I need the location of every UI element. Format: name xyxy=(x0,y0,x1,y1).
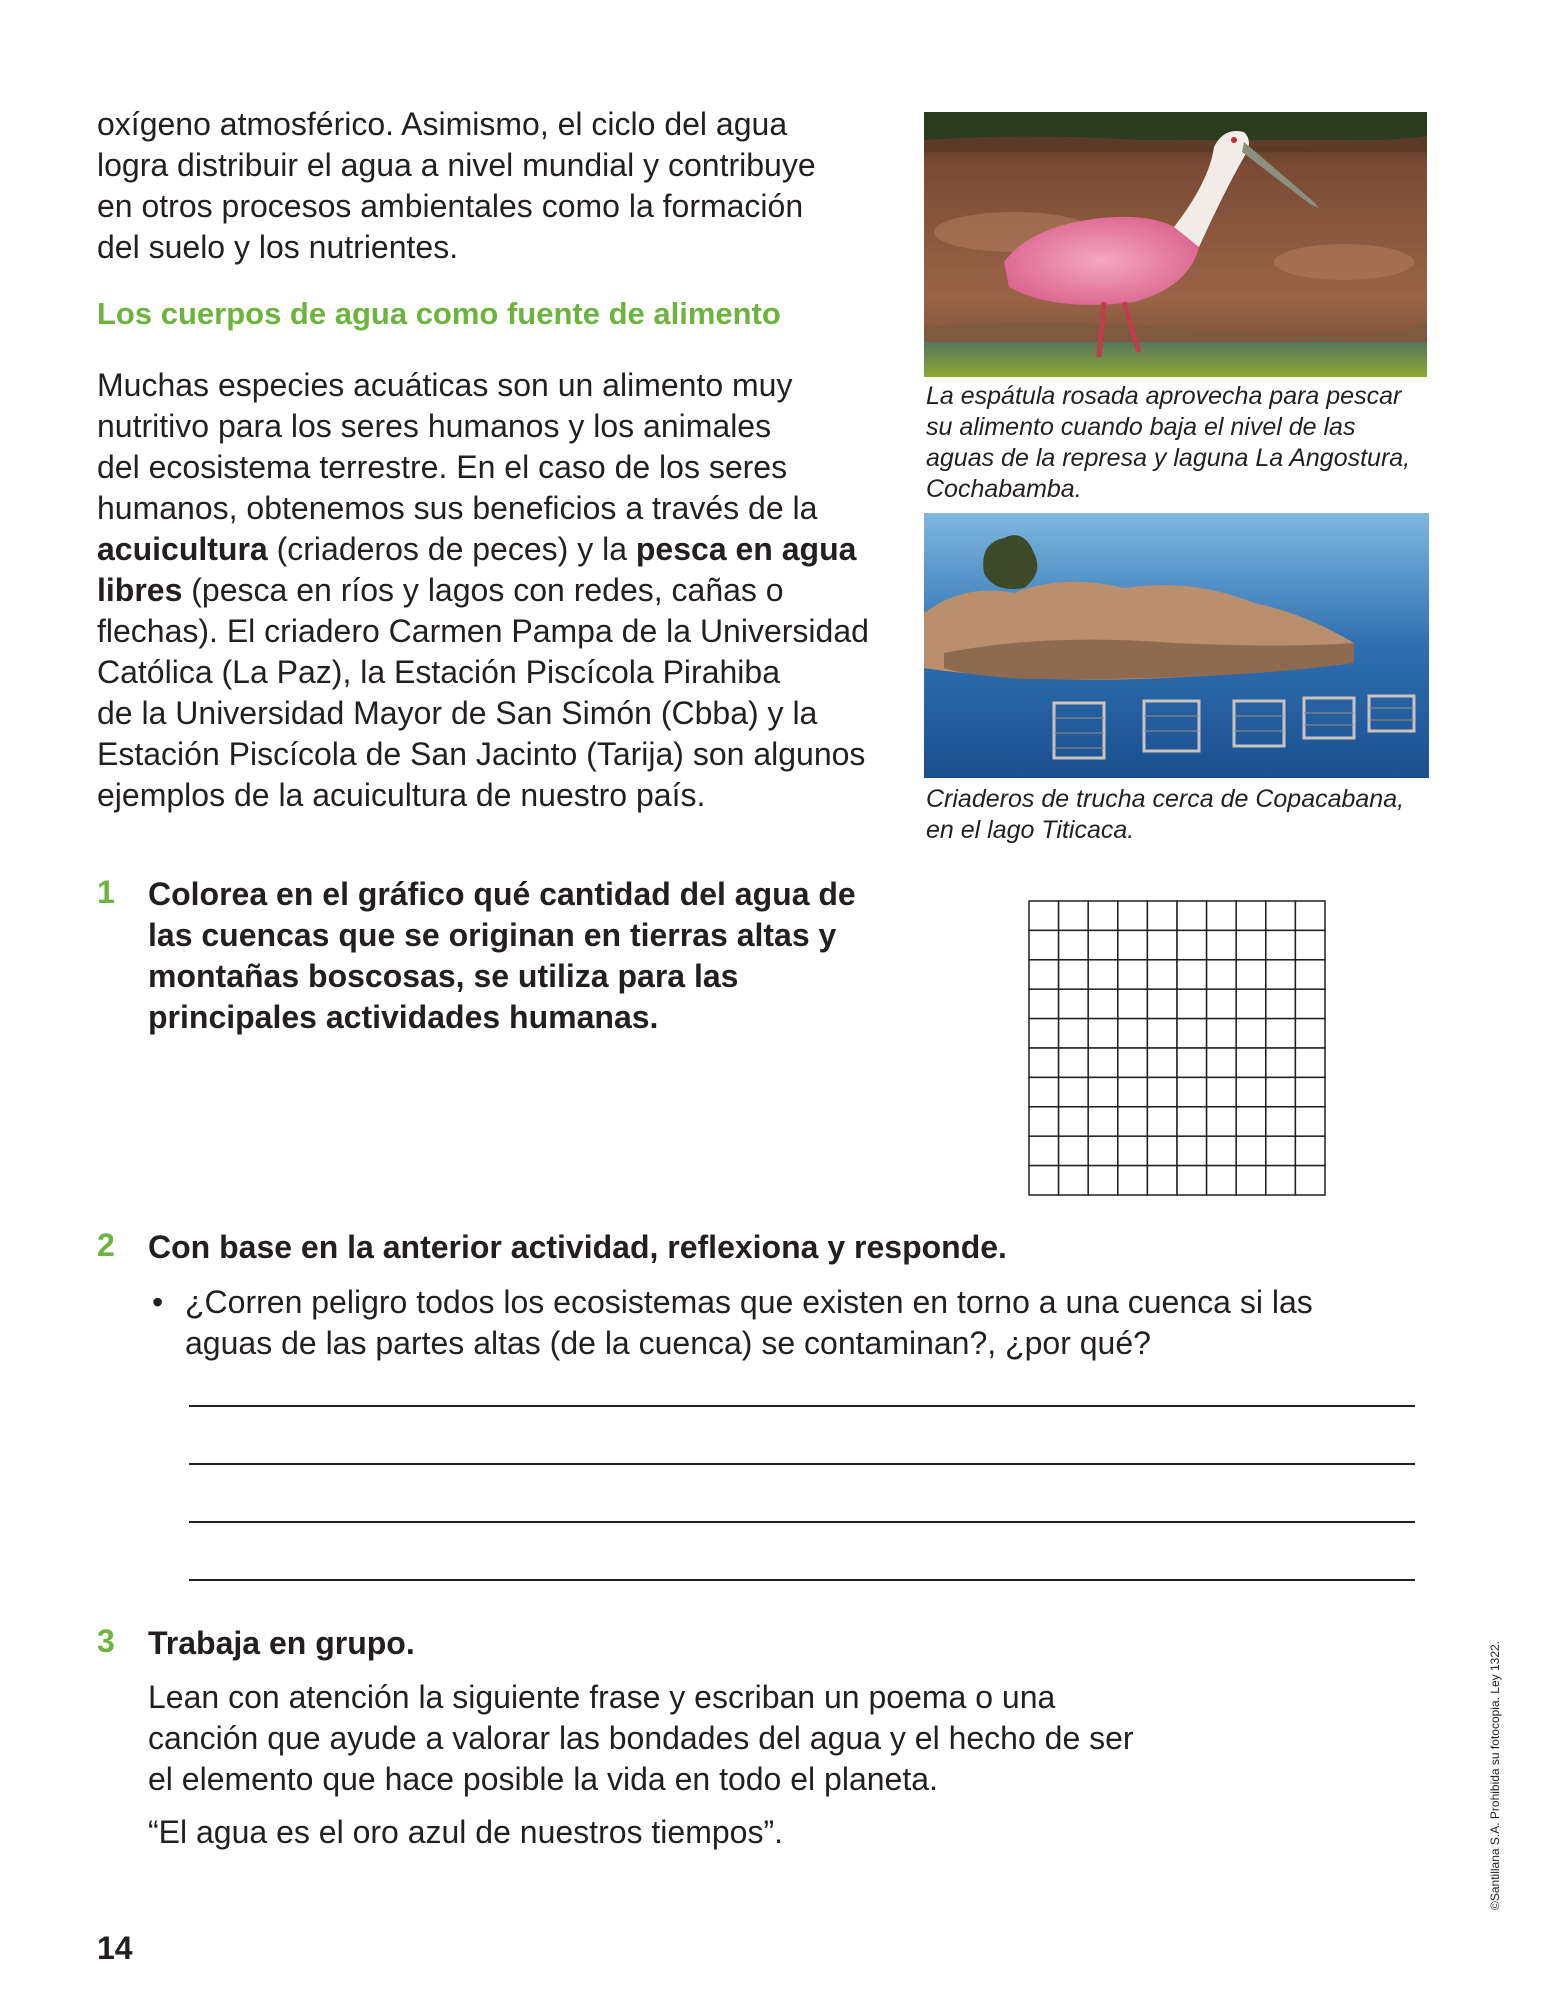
spoonbill-photo xyxy=(924,112,1427,377)
paragraph-part: (pesca en ríos y lagos con redes, cañas o flechas). El criadero Carmen Pampa de la Universidad Católica (La Paz), la Estación Piscícola Pirahiba de la Universidad Mayor de San Simón (Cbba) y la Estación Piscícola de San Jacinto (Tarija) son algunos ejemplos de la acuicultura de nuestro país. xyxy=(97,572,869,813)
trout-farm-caption: Criaderos de trucha cerca de Copacabana, en el lago Titicaca. xyxy=(926,785,1405,844)
page-number: 14 xyxy=(97,1930,133,1966)
grid-cell[interactable] xyxy=(1059,989,1089,1018)
grid-cell[interactable] xyxy=(1088,1077,1118,1106)
grid-cell[interactable] xyxy=(1236,1019,1266,1048)
grid-cell[interactable] xyxy=(1266,930,1296,959)
grid-cell[interactable] xyxy=(1029,1107,1059,1136)
grid-cell[interactable] xyxy=(1266,1048,1296,1077)
grid-cell[interactable] xyxy=(1295,989,1325,1018)
activity-3-instructions: Lean con atención la siguiente frase y escriban un poema o una canción que ayude a valorar las bondades del agua y el hecho de ser el elemento que hace posible la vida en todo el planeta. xyxy=(148,1679,1134,1797)
grid-cell[interactable] xyxy=(1207,960,1237,989)
grid-cell[interactable] xyxy=(1118,930,1148,959)
grid-cell[interactable] xyxy=(1118,1048,1148,1077)
paragraph-part: (criaderos de peces) y la xyxy=(267,531,636,567)
grid-cell[interactable] xyxy=(1207,1077,1237,1106)
grid-cell[interactable] xyxy=(1266,960,1296,989)
grid-cell[interactable] xyxy=(1029,930,1059,959)
grid-cell[interactable] xyxy=(1266,1107,1296,1136)
grid-cell[interactable] xyxy=(1236,901,1266,930)
grid-cell[interactable] xyxy=(1118,989,1148,1018)
grid-cell[interactable] xyxy=(1266,1077,1296,1106)
grid-cell[interactable] xyxy=(1059,1019,1089,1048)
grid-cell[interactable] xyxy=(1266,901,1296,930)
grid-cell[interactable] xyxy=(1295,1166,1325,1195)
activity-2-number: 2 xyxy=(97,1227,115,1263)
grid-cell[interactable] xyxy=(1236,1166,1266,1195)
grid-cell[interactable] xyxy=(1295,930,1325,959)
grid-cell[interactable] xyxy=(1147,1019,1177,1048)
grid-cell[interactable] xyxy=(1266,989,1296,1018)
grid-cell[interactable] xyxy=(1147,1048,1177,1077)
grid-cell[interactable] xyxy=(1118,960,1148,989)
grid-cell[interactable] xyxy=(1177,1048,1207,1077)
term-pesca: pesca en agua libres xyxy=(97,531,857,608)
grid-cell[interactable] xyxy=(1059,901,1089,930)
grid-cell[interactable] xyxy=(1147,1107,1177,1136)
activity-2-text: Con base en la anterior actividad, reflexiona y responde. xyxy=(148,1229,1007,1265)
grid-cell[interactable] xyxy=(1147,960,1177,989)
bullet: • xyxy=(152,1284,164,1320)
grid-cell[interactable] xyxy=(1029,1166,1059,1195)
grid-cell[interactable] xyxy=(1088,901,1118,930)
grid-cell[interactable] xyxy=(1207,901,1237,930)
grid-cell[interactable] xyxy=(1059,1166,1089,1195)
grid-cell[interactable] xyxy=(1029,1077,1059,1106)
grid-cell[interactable] xyxy=(1059,1077,1089,1106)
grid-cell[interactable] xyxy=(1118,901,1148,930)
grid-cell[interactable] xyxy=(1236,1077,1266,1106)
grid-cell[interactable] xyxy=(1118,1166,1148,1195)
grid-cell[interactable] xyxy=(1207,1019,1237,1048)
activity-1-text: Colorea en el gráfico qué cantidad del agua de las cuencas que se originan en tierras altas y montañas boscosas, se utiliza para las principales actividades humanas. xyxy=(148,876,856,1035)
grid-cell[interactable] xyxy=(1177,1019,1207,1048)
grid-cell[interactable] xyxy=(1118,1136,1148,1165)
grid-cell[interactable] xyxy=(1177,1136,1207,1165)
grid-cell[interactable] xyxy=(1147,1077,1177,1106)
grid-cell[interactable] xyxy=(1147,1136,1177,1165)
grid-cell[interactable] xyxy=(1147,930,1177,959)
grid-cell[interactable] xyxy=(1088,1107,1118,1136)
grid-cell[interactable] xyxy=(1118,1077,1148,1106)
grid-cell[interactable] xyxy=(1088,1019,1118,1048)
answer-line[interactable] xyxy=(189,1521,1415,1523)
activity-3-quote: “El agua es el oro azul de nuestros tiempos”. xyxy=(148,1814,783,1850)
activity-1-number: 1 xyxy=(97,874,115,910)
grid-cell[interactable] xyxy=(1088,960,1118,989)
grid-cell[interactable] xyxy=(1236,1107,1266,1136)
grid-cell[interactable] xyxy=(1236,960,1266,989)
grid-cell[interactable] xyxy=(1059,930,1089,959)
grid-cell[interactable] xyxy=(1147,1166,1177,1195)
grid-cell[interactable] xyxy=(1236,989,1266,1018)
answer-line[interactable] xyxy=(189,1463,1415,1465)
grid-cell[interactable] xyxy=(1059,1136,1089,1165)
answer-line[interactable] xyxy=(189,1405,1415,1407)
answer-lines[interactable] xyxy=(189,1405,1415,1595)
grid-cell[interactable] xyxy=(1059,1048,1089,1077)
grid-cell[interactable] xyxy=(1029,1136,1059,1165)
grid-cell[interactable] xyxy=(1147,989,1177,1018)
term-acuicultura: acuicultura xyxy=(97,531,268,567)
grid-cell[interactable] xyxy=(1029,1048,1059,1077)
activity-3-number: 3 xyxy=(97,1623,115,1659)
grid-cell[interactable] xyxy=(1177,901,1207,930)
grid-cell[interactable] xyxy=(1207,1048,1237,1077)
grid-cell[interactable] xyxy=(1059,960,1089,989)
grid-cell[interactable] xyxy=(1088,1136,1118,1165)
grid-cell[interactable] xyxy=(1236,1048,1266,1077)
grid-cell[interactable] xyxy=(1029,960,1059,989)
intro-paragraph: oxígeno atmosférico. Asimismo, el ciclo del agua logra distribuir el agua a nivel mundial y contribuye en otros procesos ambientales como la formación del suelo y los nutrientes. xyxy=(97,106,816,265)
grid-cell[interactable] xyxy=(1029,901,1059,930)
grid-cell[interactable] xyxy=(1118,1019,1148,1048)
spoonbill-caption: La espátula rosada aprovecha para pescar su alimento cuando baja el nivel de las aguas de la represa y laguna La Angostura, Cochabamba. xyxy=(926,382,1411,503)
grid-cell[interactable] xyxy=(1295,1077,1325,1106)
trout-farm-photo xyxy=(924,513,1429,778)
grid-cell[interactable] xyxy=(1236,930,1266,959)
section-heading: Los cuerpos de agua como fuente de alimento xyxy=(97,296,781,331)
grid-cell[interactable] xyxy=(1295,1048,1325,1077)
grid-cell[interactable] xyxy=(1177,1166,1207,1195)
grid-cell[interactable] xyxy=(1236,1136,1266,1165)
grid-cell[interactable] xyxy=(1088,989,1118,1018)
grid-cell[interactable] xyxy=(1295,960,1325,989)
section-paragraph xyxy=(97,365,897,816)
grid-cell[interactable] xyxy=(1207,930,1237,959)
grid-cell[interactable] xyxy=(1088,1048,1118,1077)
paragraph-part: Muchas especies acuáticas son un alimento muy nutritivo para los seres humanos y los animales del ecosistema terrestre. En el caso de los seres humanos, obtenemos sus beneficios a través de la xyxy=(97,367,818,526)
grid-cell[interactable] xyxy=(1059,1107,1089,1136)
grid-cell[interactable] xyxy=(1177,960,1207,989)
coloring-grid[interactable] xyxy=(1028,900,1326,1201)
grid-cell[interactable] xyxy=(1266,1019,1296,1048)
grid-cell[interactable] xyxy=(1207,1166,1237,1195)
grid-cell[interactable] xyxy=(1177,930,1207,959)
grid-cell[interactable] xyxy=(1295,1019,1325,1048)
grid-cell[interactable] xyxy=(1266,1136,1296,1165)
grid-cell[interactable] xyxy=(1029,1019,1059,1048)
grid-cell[interactable] xyxy=(1088,1166,1118,1195)
grid-cell[interactable] xyxy=(1118,1107,1148,1136)
grid-cell[interactable] xyxy=(1266,1166,1296,1195)
grid-cell[interactable] xyxy=(1295,1107,1325,1136)
grid-cell[interactable] xyxy=(1207,989,1237,1018)
grid-cell[interactable] xyxy=(1177,1107,1207,1136)
answer-line[interactable] xyxy=(189,1579,1415,1581)
activity-3-text: Trabaja en grupo. xyxy=(148,1625,415,1661)
grid-cell[interactable] xyxy=(1088,930,1118,959)
grid-cell[interactable] xyxy=(1177,989,1207,1018)
grid-cell[interactable] xyxy=(1207,1136,1237,1165)
grid-cell[interactable] xyxy=(1147,901,1177,930)
copyright-note: ©Santillana S.A. Prohibida su fotocopia. Ley 1322. xyxy=(1488,1640,1502,1910)
grid-cell[interactable] xyxy=(1295,901,1325,930)
grid-cell[interactable] xyxy=(1207,1107,1237,1136)
grid-cell[interactable] xyxy=(1295,1136,1325,1165)
activity-2-question: ¿Corren peligro todos los ecosistemas que existen en torno a una cuenca si las aguas de las partes altas (de la cuenca) se contaminan?, ¿por qué? xyxy=(185,1284,1313,1361)
grid-cell[interactable] xyxy=(1177,1077,1207,1106)
grid-cell[interactable] xyxy=(1029,989,1059,1018)
